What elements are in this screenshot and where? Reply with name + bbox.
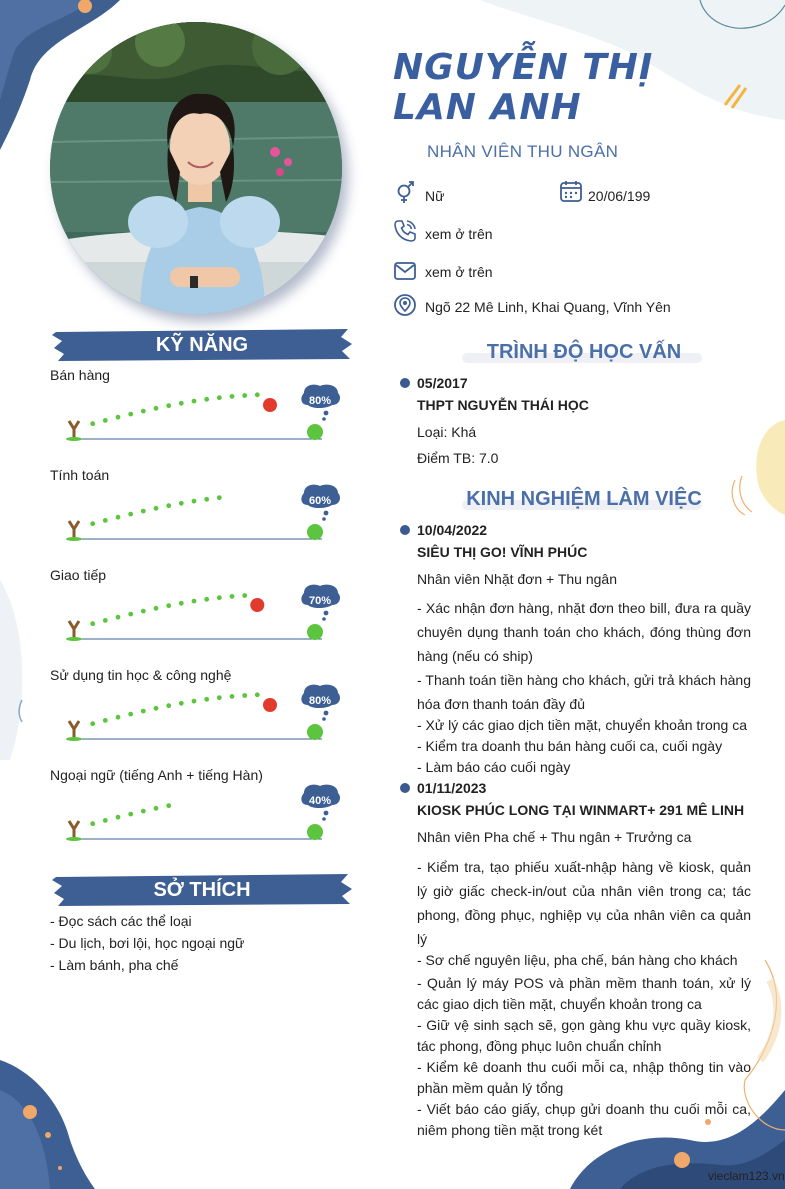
slingshot-icon	[69, 621, 79, 638]
email-icon	[393, 259, 417, 283]
angry-bird-icon	[263, 698, 277, 712]
trajectory-dot	[141, 709, 146, 714]
trajectory-dot	[217, 695, 222, 700]
experience-heading: KINH NGHIỆM LÀM VIỆC	[466, 488, 702, 510]
phone-value: xem ở trên	[425, 226, 493, 242]
trajectory-dot	[141, 509, 146, 514]
job-date: 10/04/2022	[417, 522, 488, 538]
skill-label: Sử dụng tin học & công nghệ	[50, 667, 232, 683]
trajectory-dot	[128, 512, 133, 517]
gender-icon	[393, 181, 417, 205]
bubble-dot	[324, 411, 329, 416]
skill-percent: 80%	[308, 695, 332, 707]
bubble-dot	[322, 717, 326, 721]
trajectory-dot	[154, 506, 159, 511]
angry-bird-icon	[250, 598, 264, 612]
trajectory-dot	[116, 415, 121, 420]
trajectory-dot	[166, 703, 171, 708]
trajectory-dot	[116, 815, 121, 820]
trajectory-dot	[192, 499, 197, 504]
skill-percent: 40%	[308, 795, 332, 807]
skill-label: Ngoại ngữ (tiếng Anh + tiếng Hàn)	[50, 767, 263, 783]
trajectory-dot	[255, 392, 260, 397]
trajectory-dot	[204, 697, 209, 702]
hobby-item: - Du lịch, bơi lội, học ngoại ngữ	[50, 935, 245, 951]
trajectory-dot	[90, 521, 95, 526]
trajectory-dot	[141, 609, 146, 614]
job-role: Nhân viên Pha chế + Thu ngân + Trưởng ca	[417, 829, 692, 845]
job-date: 01/11/2023	[417, 780, 487, 796]
trajectory-dot	[128, 612, 133, 617]
education-gpa: Điểm TB: 7.0	[417, 450, 499, 466]
trajectory-dot	[116, 715, 121, 720]
slingshot-icon	[69, 421, 79, 438]
email-value: xem ở trên	[425, 264, 493, 280]
pig-icon	[307, 724, 323, 740]
trajectory-dot	[90, 821, 95, 826]
candidate-name	[393, 48, 773, 128]
pig-icon	[307, 624, 323, 640]
job-task: - Làm báo cáo cuối ngày	[417, 759, 571, 775]
skills-heading: KỸ NĂNG	[155, 334, 249, 356]
slingshot-icon	[69, 821, 79, 838]
trajectory-dot	[179, 701, 184, 706]
hobbies-heading: SỞ THÍCH	[153, 879, 251, 901]
name-line-2: LAN ANH	[393, 87, 582, 128]
skill-label: Tính toán	[50, 467, 110, 483]
location-icon	[393, 293, 417, 317]
trajectory-dot	[204, 497, 209, 502]
calendar-icon	[559, 179, 583, 203]
trajectory-dot	[103, 718, 108, 723]
trajectory-dot	[192, 599, 197, 604]
education-heading: TRÌNH ĐỘ HỌC VẤN	[486, 341, 682, 363]
trajectory-dot	[166, 403, 171, 408]
bubble-dot	[324, 511, 329, 516]
pig-icon	[307, 424, 323, 440]
bubble-dot	[322, 617, 326, 621]
timeline-bullet	[400, 525, 410, 535]
trajectory-dot	[179, 401, 184, 406]
birthdate-value: 20/06/199	[588, 188, 651, 204]
education-school: THPT NGUYỄN THÁI HỌC	[417, 397, 589, 413]
trajectory-dot	[90, 721, 95, 726]
slingshot-icon	[69, 721, 79, 738]
job-task: - Sơ chế nguyên liệu, pha chế, bán hàng cho khách	[417, 952, 738, 968]
grass-icon	[66, 737, 82, 741]
skill-percent: 70%	[308, 595, 332, 607]
skill-label: Giao tiếp	[50, 567, 107, 583]
site-watermark: vieclam123.vn	[708, 1169, 785, 1183]
bubble-dot	[324, 611, 329, 616]
job-task: - Xử lý các giao dịch tiền mặt, chuyển khoản trong ca	[417, 717, 747, 733]
trajectory-dot	[128, 812, 133, 817]
trajectory-dot	[166, 503, 171, 508]
job-task: - Thanh toán tiền hàng cho khách, gửi trả khách hàng hóa đơn thanh toán đầy đủ	[417, 672, 751, 712]
job-task: - Viết báo cáo giấy, chụp gửi doanh thu cuối mỗi ca, niêm phong tiền mặt trong két	[417, 1101, 751, 1138]
trajectory-dot	[141, 809, 146, 814]
grass-icon	[66, 837, 82, 841]
trajectory-dot	[128, 412, 133, 417]
trajectory-dot	[90, 621, 95, 626]
trajectory-dot	[103, 618, 108, 623]
trajectory-dot	[217, 595, 222, 600]
angry-bird-icon	[263, 398, 277, 412]
trajectory-dot	[103, 518, 108, 523]
trajectory-dot	[204, 597, 209, 602]
skill-percent: 60%	[308, 495, 332, 507]
trajectory-dot	[179, 601, 184, 606]
job-task: - Xác nhận đơn hàng, nhặt đơn theo bill, đưa ra quầy chuyên dụng thanh toán cho khách, đóng thùng đơn hàng (nếu có ship)	[417, 600, 751, 664]
job-task: - Giữ vệ sinh sạch sẽ, gọn gàng khu vực quầy kiosk, tác phong, đồng phục luôn chuẩn chỉnh	[417, 1017, 751, 1054]
timeline-bullet	[400, 378, 410, 388]
job-task: - Kiểm tra doanh thu bán hàng cuối ca, cuối ngày	[417, 738, 723, 754]
bubble-dot	[322, 517, 326, 521]
phone-icon	[393, 219, 417, 243]
trajectory-dot	[90, 421, 95, 426]
job-task: - Kiểm kê doanh thu cuối mỗi ca, nhập thông tin vào phần mềm quản lý tổng	[417, 1059, 751, 1096]
trajectory-dot	[154, 406, 159, 411]
trajectory-dot	[230, 394, 235, 399]
job-company: KIOSK PHÚC LONG TẠI WINMART+ 291 MÊ LINH	[417, 802, 745, 818]
trajectory-dot	[154, 806, 159, 811]
hobbies-list	[50, 910, 244, 976]
trajectory-dot	[204, 397, 209, 402]
education-rank: Loại: Khá	[417, 424, 477, 440]
trajectory-dot	[217, 495, 222, 500]
trajectory-dot	[103, 418, 108, 423]
job-role: Nhân viên Nhặt đơn + Thu ngân	[417, 571, 618, 587]
trajectory-dot	[242, 393, 247, 398]
grass-icon	[66, 437, 82, 441]
name-line-1: NGUYỄN THỊ	[393, 47, 654, 88]
trajectory-dot	[103, 818, 108, 823]
trajectory-dot	[154, 606, 159, 611]
trajectory-dot	[141, 409, 146, 414]
trajectory-dot	[154, 706, 159, 711]
bubble-dot	[322, 817, 326, 821]
job-task: - Kiểm tra, tạo phiếu xuất-nhập hàng về kiosk, quản lý giờ giấc check-in/out của nhân viên trong ca; tác phong, đồng phục, nghiệp vụ của nhân viên ca quản lý	[417, 859, 751, 947]
timeline-bullet	[400, 783, 410, 793]
pig-icon	[307, 524, 323, 540]
address-value: Ngõ 22 Mê Linh, Khai Quang, Vĩnh Yên	[425, 299, 671, 315]
slingshot-icon	[69, 521, 79, 538]
trajectory-dot	[192, 399, 197, 404]
hobby-item: - Làm bánh, pha chế	[50, 957, 179, 973]
trajectory-dot	[192, 699, 197, 704]
education-date: 05/2017	[417, 375, 468, 391]
grass-icon	[66, 637, 82, 641]
trajectory-dot	[166, 603, 171, 608]
trajectory-dot	[242, 593, 247, 598]
trajectory-dot	[166, 803, 171, 808]
bubble-dot	[324, 711, 329, 716]
pig-icon	[307, 824, 323, 840]
job-company: SIÊU THỊ GO! VĨNH PHÚC	[417, 544, 588, 560]
hobby-item: - Đọc sách các thể loại	[50, 913, 192, 929]
trajectory-dot	[230, 594, 235, 599]
job-task: - Quản lý máy POS và phần mềm thanh toán, xử lý các giao dịch tiền mặt, chuyển khoản trong ca	[417, 975, 751, 1012]
skill-percent: 80%	[308, 395, 332, 407]
trajectory-dot	[116, 515, 121, 520]
bubble-dot	[322, 417, 326, 421]
trajectory-dot	[179, 501, 184, 506]
trajectory-dot	[242, 693, 247, 698]
trajectory-dot	[116, 615, 121, 620]
profile-photo	[50, 22, 342, 314]
gender-value: Nữ	[425, 188, 445, 204]
grass-icon	[66, 537, 82, 541]
trajectory-dot	[217, 395, 222, 400]
bubble-dot	[324, 811, 329, 816]
skill-label: Bán hàng	[50, 367, 110, 383]
trajectory-dot	[255, 692, 260, 697]
job-title: NHÂN VIÊN THU NGÂN	[427, 142, 619, 161]
trajectory-dot	[230, 694, 235, 699]
trajectory-dot	[128, 712, 133, 717]
